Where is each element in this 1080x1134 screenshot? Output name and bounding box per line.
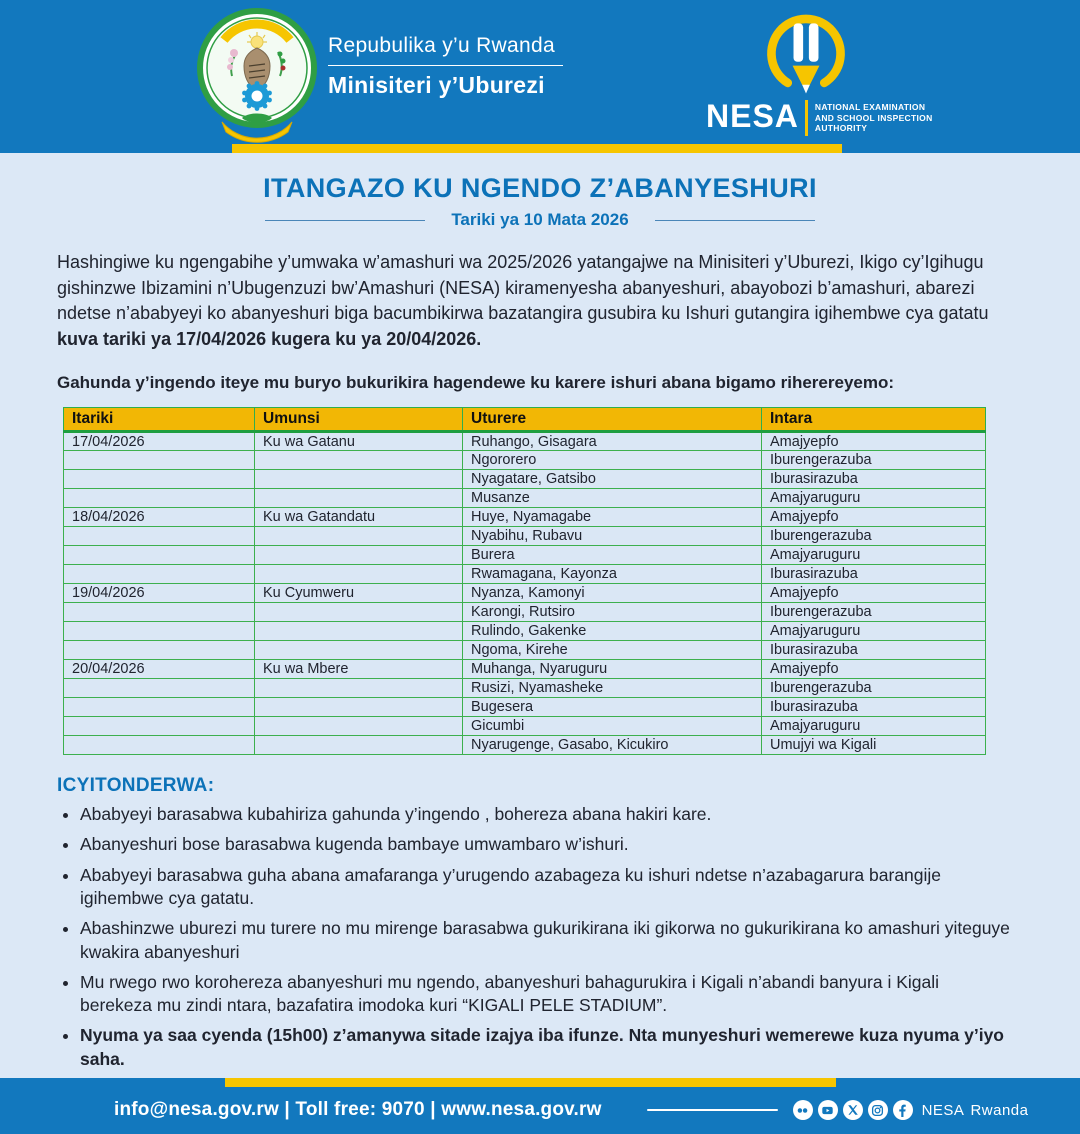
table-cell: Iburengerazuba: [762, 527, 986, 546]
table-cell: [255, 451, 463, 470]
republic-title: Repubulika y’u Rwanda: [328, 34, 555, 57]
table-cell: [255, 470, 463, 489]
ministry-title: Minisiteri y’Uburezi: [328, 72, 545, 98]
table-cell: Ku wa Mbere: [255, 660, 463, 679]
table-cell: [64, 698, 255, 717]
table-cell: Ku wa Gatandatu: [255, 508, 463, 527]
instagram-icon: [868, 1100, 888, 1120]
table-header-umunsi: Umunsi: [255, 408, 463, 432]
contact-info: info@nesa.gov.rw | Toll free: 9070 | www.nesa.gov.rw: [114, 1099, 602, 1121]
table-cell: Ku wa Gatanu: [255, 432, 463, 451]
table-cell: [64, 679, 255, 698]
table-cell: Amajyaruguru: [762, 717, 986, 736]
table-cell: Ku Cyumweru: [255, 584, 463, 603]
table-cell: [64, 489, 255, 508]
header-divider: [328, 65, 563, 66]
table-cell: [64, 546, 255, 565]
table-cell: Amajyepfo: [762, 660, 986, 679]
footer-divider-line: [647, 1109, 778, 1111]
table-cell: Iburasirazuba: [762, 698, 986, 717]
table-row: [64, 603, 986, 622]
nesa-logo: [706, 8, 1006, 136]
table-row: [64, 451, 986, 470]
social-icons: [793, 1100, 913, 1120]
table-header-uturere: Uturere: [463, 408, 762, 432]
table-cell: [64, 527, 255, 546]
table-cell: Muhanga, Nyaruguru: [463, 660, 762, 679]
table-row: [64, 679, 986, 698]
note-bullet: • Nyuma ya saa cyenda (15h00) z’amanywa sitade izajya iba ifunze. Nta munyeshuri wemerewe kuza nyuma y’iyo saha.: [80, 1024, 1010, 1071]
page-title: ITANGAZO KU NGENDO Z’ABANYESHURI: [263, 173, 817, 203]
intro-paragraph: Hashingiwe ku ngengabihe y’umwaka w’amashuri wa 2025/2026 yatangajwe na Minisiteri y’Uburezi, Ikigo cy’Igihugu gishinzwe Ibizamini n’Ubugenzuzi bw’Amashuri (NESA) kiramenyesha abanyeshuri, abayobozi b’amashuri, abarezi ndetse n’ababyeyi ko abanyeshuri biga bacumbikirwa bazatangira gusubira ku Ishuri gutangira igihembwe cya gatatu kuva tariki ya 17/04/2026 kugera ku ya 20/04/2026.: [57, 252, 989, 349]
top-accent-stripe: [0, 144, 1080, 153]
table-cell: 19/04/2026: [64, 584, 255, 603]
table-cell: Iburasirazuba: [762, 470, 986, 489]
table-cell: 20/04/2026: [64, 660, 255, 679]
table-cell: Nyabihu, Rubavu: [463, 527, 762, 546]
nesa-full-name: NATIONAL EXAMINATION AND SCHOOL INSPECTION AUTHORITY: [814, 102, 933, 134]
header: [0, 0, 1080, 144]
table-header-row: [64, 408, 986, 432]
table-cell: Burera: [463, 546, 762, 565]
table-cell: Nyagatare, Gatsibo: [463, 470, 762, 489]
government-title-block: [328, 34, 563, 99]
table-cell: Rusizi, Nyamasheke: [463, 679, 762, 698]
table-cell: Amajyaruguru: [762, 489, 986, 508]
table-cell: Amajyaruguru: [762, 622, 986, 641]
table-cell: Iburengerazuba: [762, 451, 986, 470]
table-cell: [255, 641, 463, 660]
table-cell: Amajyepfo: [762, 584, 986, 603]
table-cell: Musanze: [463, 489, 762, 508]
table-cell: Amajyepfo: [762, 508, 986, 527]
youtube-icon: [818, 1100, 838, 1120]
table-cell: Ngoma, Kirehe: [463, 641, 762, 660]
rwanda-coat-of-arms: [196, 8, 318, 138]
notes-list: [80, 803, 1010, 1071]
table-row: [64, 489, 986, 508]
table-cell: Rulindo, Gakenke: [463, 622, 762, 641]
table-row: [64, 584, 986, 603]
flickr-icon: [793, 1100, 813, 1120]
note-bullet: • Abashinzwe uburezi mu turere no mu mirenge barasabwa gukurikirana iki gikorwa no gukurikirana ko amashuri yiteguye kwakira abanyeshuri: [80, 917, 1010, 964]
table-cell: [64, 736, 255, 755]
travel-schedule-table: [63, 407, 986, 755]
footer: [0, 1087, 1080, 1134]
notes-heading: ICYITONDERWA:: [57, 775, 215, 797]
table-cell: [255, 565, 463, 584]
announcement-body: [0, 153, 1080, 1078]
table-row: [64, 565, 986, 584]
table-cell: 17/04/2026: [64, 432, 255, 451]
table-row: [64, 736, 986, 755]
note-bullet: • Ababyeyi barasabwa kubahiriza gahunda y’ingendo , bohereza abana hakiri kare.: [80, 803, 1010, 826]
table-cell: Bugesera: [463, 698, 762, 717]
social-handle: NESA Rwanda: [921, 1101, 1029, 1119]
table-cell: [255, 546, 463, 565]
nesa-pencil-icon: [758, 8, 854, 104]
table-cell: [255, 622, 463, 641]
travel-dates-emphasis: kuva tariki ya 17/04/2026 kugera ku ya 20/04/2026.: [57, 328, 482, 349]
table-cell: Umujyi wa Kigali: [762, 736, 986, 755]
bottom-accent-stripe: [0, 1078, 1080, 1087]
table-cell: [255, 527, 463, 546]
x-icon: [843, 1100, 863, 1120]
table-cell: [255, 717, 463, 736]
table-row: [64, 546, 986, 565]
note-bullet: • Mu rwego rwo korohereza abanyeshuri mu ngendo, abanyeshuri bahagurukira i Kigali n’abandi banyura i Kigali berekeza mu zindi ntara, bazafatira imodoka kuri “KIGALI PELE STADIUM”.: [80, 971, 1010, 1018]
table-cell: [64, 603, 255, 622]
table-cell: Ruhango, Gisagara: [463, 432, 762, 451]
table-row: [64, 698, 986, 717]
table-header-itariki: Itariki: [64, 408, 255, 432]
table-row: [64, 660, 986, 679]
schedule-intro: Gahunda y’ingendo iteye mu buryo bukurikira hagendewe ku karere ishuri abana bigamo riherereyemo:: [57, 373, 895, 393]
table-row: [64, 508, 986, 527]
table-header-intara: Intara: [762, 408, 986, 432]
table-cell: [255, 736, 463, 755]
table-cell: [255, 698, 463, 717]
table-cell: [255, 489, 463, 508]
table-cell: 18/04/2026: [64, 508, 255, 527]
note-bullet: • Ababyeyi barasabwa guha abana amafaranga y’urugendo azabageza ku ishuri ndetse n’azabagarura barangije igihembwe cya gatatu.: [80, 864, 1010, 911]
table-row: [64, 470, 986, 489]
nesa-logo-divider: [805, 100, 808, 136]
table-cell: [64, 565, 255, 584]
facebook-icon: [893, 1100, 913, 1120]
table-cell: Gicumbi: [463, 717, 762, 736]
table-row: [64, 622, 986, 641]
table-cell: Iburengerazuba: [762, 603, 986, 622]
table-cell: [64, 717, 255, 736]
table-cell: Amajyepfo: [762, 432, 986, 451]
nesa-acronym: NESA: [706, 98, 799, 134]
table-row: [64, 641, 986, 660]
table-row: [64, 527, 986, 546]
table-cell: Rwamagana, Kayonza: [463, 565, 762, 584]
table-cell: [64, 451, 255, 470]
table-cell: Nyanza, Kamonyi: [463, 584, 762, 603]
table-cell: Karongi, Rutsiro: [463, 603, 762, 622]
table-cell: [64, 641, 255, 660]
table-cell: Iburasirazuba: [762, 641, 986, 660]
announcement-date: Tariki ya 10 Mata 2026: [0, 210, 1080, 230]
table-cell: [64, 470, 255, 489]
table-row: [64, 432, 986, 451]
table-cell: Iburengerazuba: [762, 679, 986, 698]
table-cell: [255, 679, 463, 698]
table-cell: [64, 622, 255, 641]
note-bullet: • Abanyeshuri bose barasabwa kugenda bambaye umwambaro w’ishuri.: [80, 833, 1010, 856]
table-cell: [255, 603, 463, 622]
table-cell: Iburasirazuba: [762, 565, 986, 584]
table-row: [64, 717, 986, 736]
table-cell: Ngororero: [463, 451, 762, 470]
table-cell: Huye, Nyamagabe: [463, 508, 762, 527]
table-cell: Amajyaruguru: [762, 546, 986, 565]
table-cell: Nyarugenge, Gasabo, Kicukiro: [463, 736, 762, 755]
